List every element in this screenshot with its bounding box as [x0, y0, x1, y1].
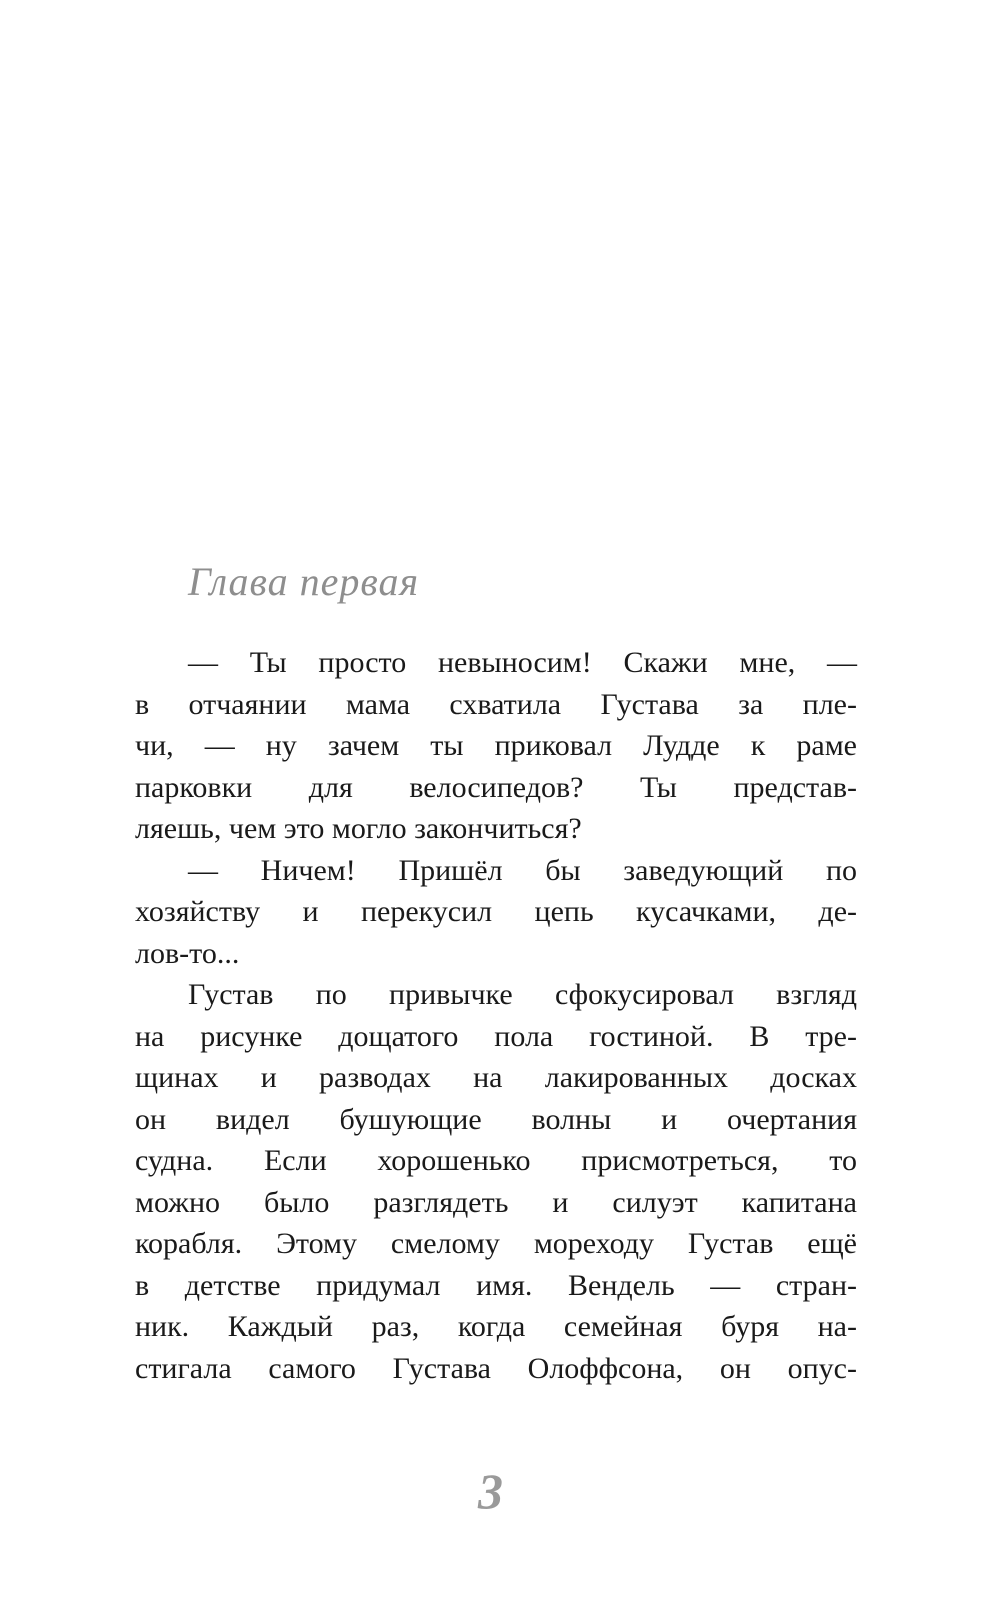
text-line: в детстве придумал имя. Вендель — стран-: [135, 1268, 857, 1302]
body-text: [135, 642, 857, 1389]
text-line: стигала самого Густава Олоффсона, он опус-: [135, 1351, 857, 1385]
text-line: можно было разглядеть и силуэт капитана: [135, 1185, 857, 1219]
text-line: парковки для велосипедов? Ты представ-: [135, 770, 857, 804]
text-line: судна. Если хорошенько присмотреться, то: [135, 1144, 857, 1177]
text-line: — Ты просто невыносим! Скажи мне, —: [188, 646, 857, 679]
text-line: на рисунке дощатого пола гостиной. В тре-: [135, 1019, 857, 1053]
text-line: хозяйству и перекусил цепь кусачками, де-: [135, 895, 857, 928]
text-line: корабля. Этому смелому мореходу Густав ещё: [135, 1227, 857, 1260]
text-line: ник. Каждый раз, когда семейная буря на-: [135, 1310, 857, 1343]
text-line: лов-то...: [135, 936, 240, 970]
text-line: ляешь, чем это могло закончиться?: [135, 812, 582, 845]
page-number: 3: [478, 1463, 503, 1519]
text-line: в отчаянии мама схватила Густава за пле-: [135, 687, 857, 721]
chapter-title: Глава первая: [188, 559, 420, 604]
text-line: Густав по привычке сфокусировал взгляд: [188, 978, 857, 1011]
text-line: чи, — ну зачем ты приковал Лудде к раме: [135, 729, 857, 762]
text-line: он видел бушующие волны и очертания: [135, 1102, 857, 1136]
text-line: — Ничем! Пришёл бы заведующий по: [188, 853, 857, 887]
text-line: щинах и разводах на лакированных досках: [135, 1061, 857, 1094]
